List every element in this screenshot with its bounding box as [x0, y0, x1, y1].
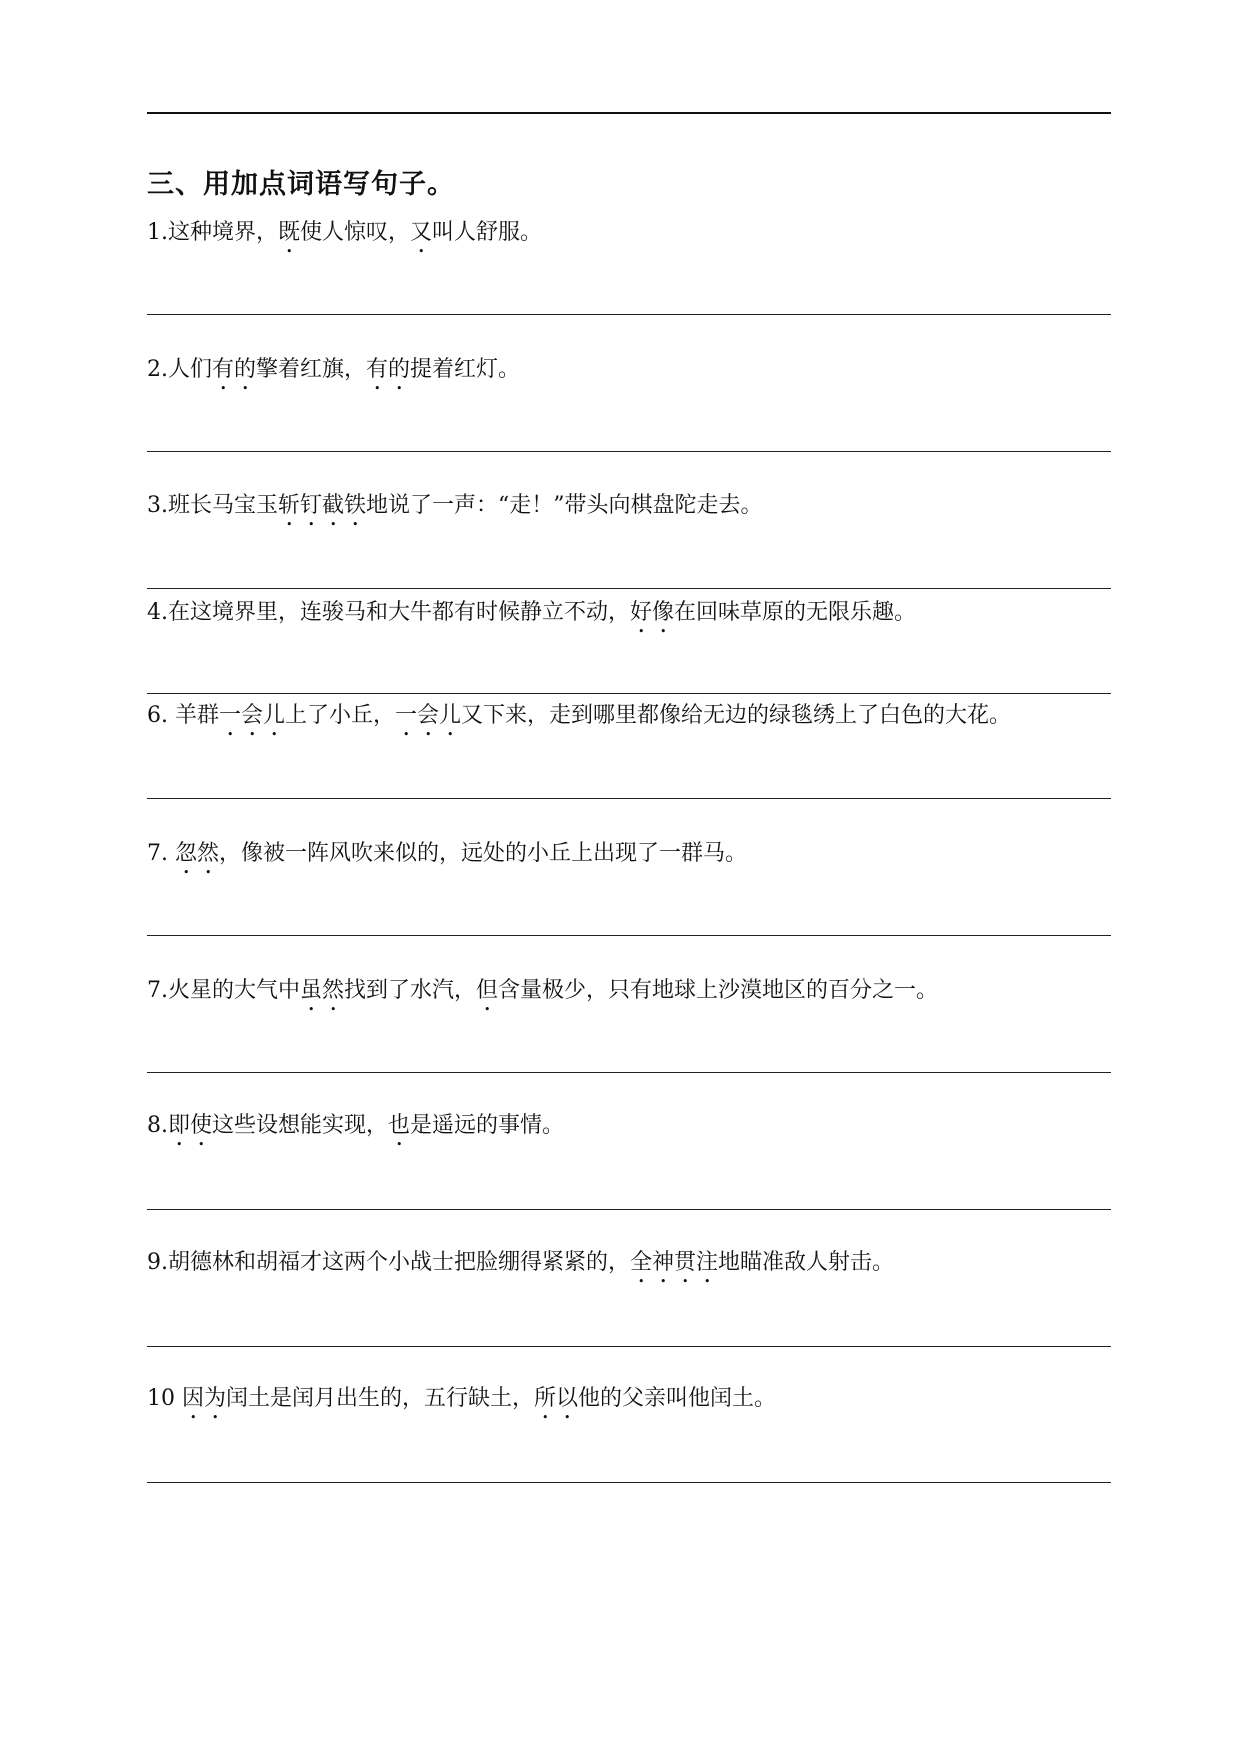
question-item [147, 491, 1127, 531]
answer-line[interactable] [147, 588, 1111, 589]
sentence-segment: 闰土是闰月出生的，五行缺土， [226, 1386, 535, 1411]
emphasized-word: 好像 [630, 600, 675, 625]
sentence-segment: 1.这种境界， [147, 220, 278, 245]
question-item [147, 1248, 1127, 1288]
question-text [147, 976, 1127, 1016]
emphasized-word: 既 [278, 220, 301, 245]
question-item [147, 1384, 1127, 1424]
emphasized-word: 又 [410, 220, 433, 245]
emphasized-word: 虽然 [300, 978, 345, 1003]
sentence-segment: 上了小丘， [285, 703, 396, 728]
sentence-segment: 是遥远的事情。 [410, 1113, 565, 1138]
question-item [147, 218, 1127, 258]
sentence-segment: 地说了一声：“走！”带头向棋盘陀走去。 [366, 493, 763, 518]
emphasized-word: 斩钉截铁 [278, 493, 367, 518]
question-item [147, 1111, 1127, 1151]
question-item [147, 701, 1127, 741]
question-item [147, 355, 1127, 395]
question-text [147, 598, 1127, 638]
sentence-segment: 6. 羊群 [147, 703, 219, 728]
sentence-segment: 含量极少，只有地球上沙漠地区的百分之一。 [498, 978, 939, 1003]
sentence-segment: 这些设想能实现， [212, 1113, 389, 1138]
emphasized-word: 有的 [212, 357, 257, 382]
emphasized-word: 也 [388, 1113, 411, 1138]
sentence-segment: 3.班长马宝玉 [147, 493, 278, 518]
emphasized-word: 忽然 [174, 841, 219, 866]
emphasized-word: 但 [476, 978, 499, 1003]
answer-line[interactable] [147, 314, 1111, 315]
emphasized-word: 因为 [182, 1386, 227, 1411]
sentence-segment: 找到了水汽， [344, 978, 477, 1003]
question-text [147, 1384, 1127, 1424]
emphasized-word: 一会儿 [218, 703, 285, 728]
question-text [147, 1111, 1127, 1151]
sentence-segment: 4.在这境界里，连骏马和大牛都有时候静立不动， [147, 600, 630, 625]
sentence-segment: 在回味草原的无限乐趣。 [674, 600, 917, 625]
sentence-segment: 擎着红旗， [256, 357, 367, 382]
emphasized-word: 有的 [366, 357, 411, 382]
question-item [147, 598, 1127, 638]
question-text [147, 839, 1127, 879]
sentence-segment: 地瞄准敌人射击。 [718, 1250, 895, 1275]
sentence-segment: 10 [147, 1386, 182, 1411]
sentence-segment: 他的父亲叫他闰土。 [578, 1386, 777, 1411]
answer-line[interactable] [147, 693, 1111, 694]
sentence-segment: 又下来，走到哪里都像给无边的绿毯绣上了白色的大花。 [461, 703, 1012, 728]
emphasized-word: 全神贯注 [630, 1250, 719, 1275]
sentence-segment: 7. [147, 841, 175, 866]
sentence-segment: 8. [147, 1113, 168, 1138]
answer-line[interactable] [147, 1072, 1111, 1073]
sentence-segment: ，像被一阵风吹来似的，远处的小丘上出现了一群马。 [219, 841, 748, 866]
sentence-segment: 叫人舒服。 [432, 220, 543, 245]
question-text [147, 218, 1127, 258]
sentence-segment: 7.火星的大气中 [147, 978, 300, 1003]
sentence-segment: 9.胡德林和胡福才这两个小战士把脸绷得紧紧的， [147, 1250, 630, 1275]
answer-line[interactable] [147, 935, 1111, 936]
question-text [147, 701, 1127, 741]
answer-line[interactable] [147, 451, 1111, 452]
answer-line[interactable] [147, 1482, 1111, 1483]
sentence-segment: 2.人们 [147, 357, 212, 382]
answer-line[interactable] [147, 1209, 1111, 1210]
section-title: 三、用加点词语写句子。 [147, 169, 455, 200]
sentence-segment: 使人惊叹， [300, 220, 411, 245]
answer-line[interactable] [147, 798, 1111, 799]
question-item [147, 839, 1127, 879]
answer-line[interactable] [147, 1346, 1111, 1347]
top-divider [147, 112, 1111, 114]
question-text [147, 491, 1127, 531]
emphasized-word: 一会儿 [395, 703, 462, 728]
question-text [147, 1248, 1127, 1288]
sentence-segment: 提着红灯。 [410, 357, 521, 382]
emphasized-word: 所以 [534, 1386, 579, 1411]
question-item [147, 976, 1127, 1016]
emphasized-word: 即使 [168, 1113, 213, 1138]
question-text [147, 355, 1127, 395]
